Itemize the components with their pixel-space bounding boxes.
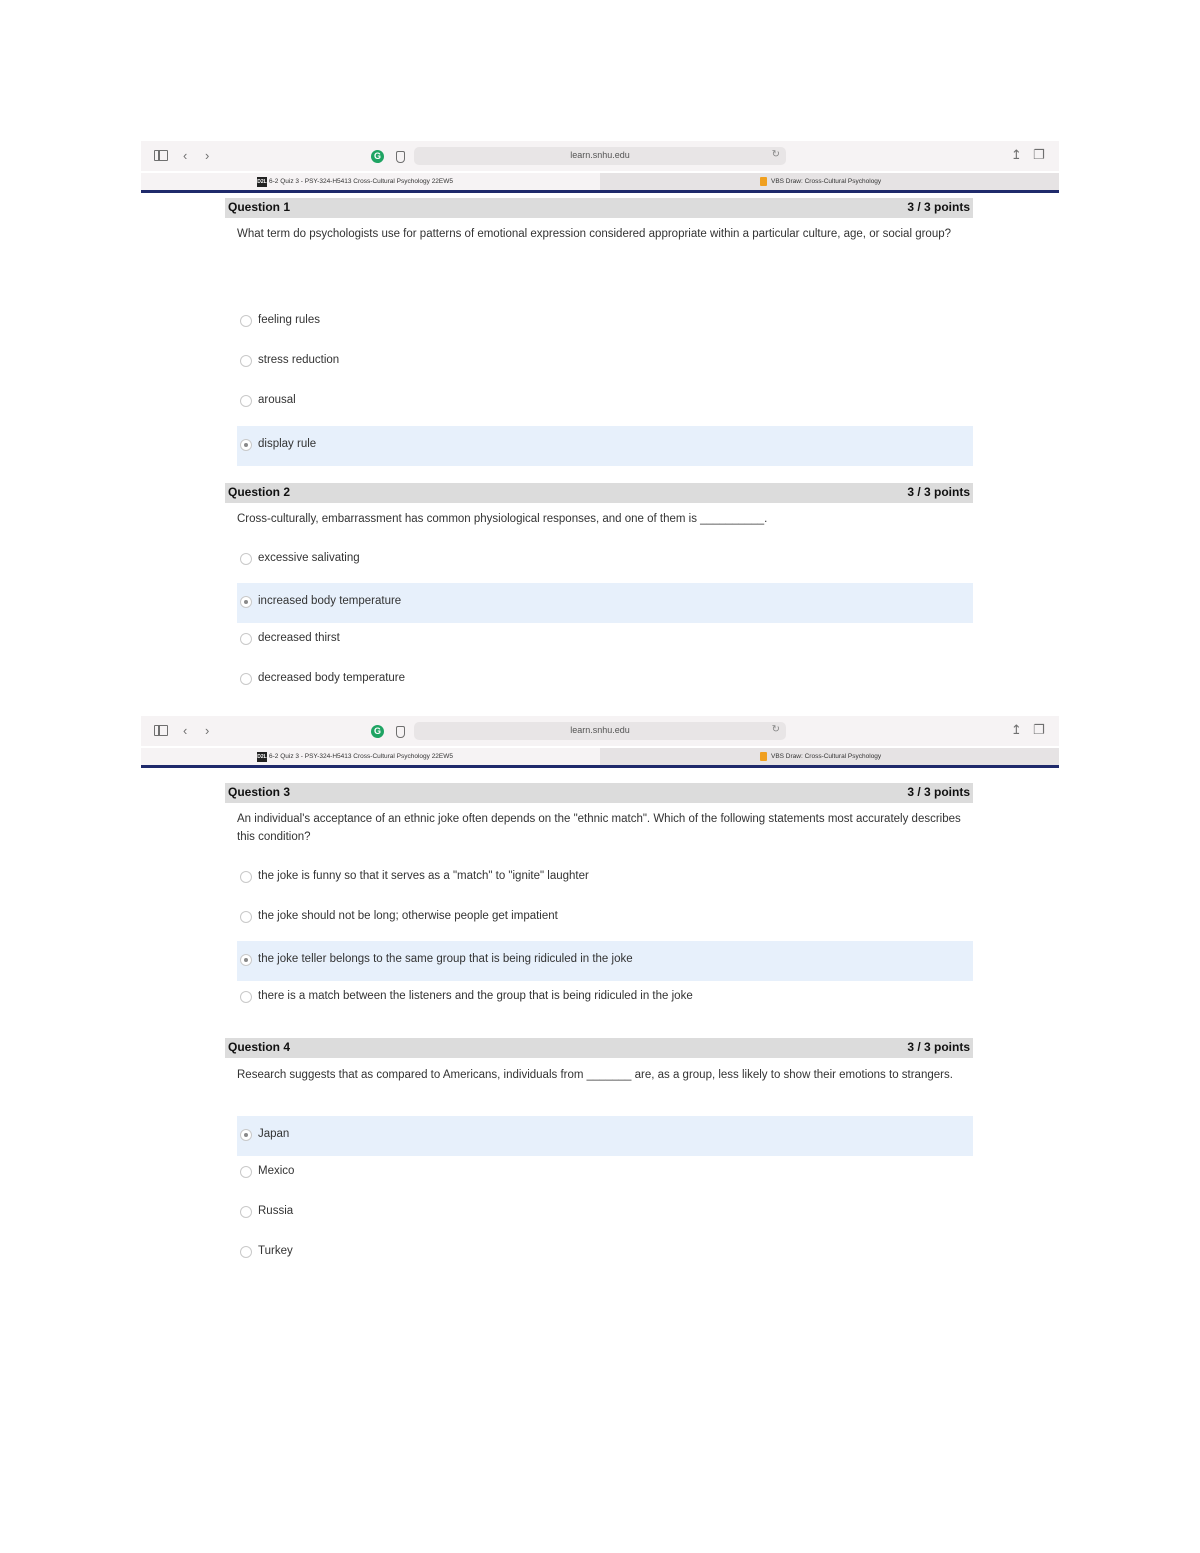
tab-1-title[interactable]: 6-2 Quiz 3 - PSY-324-H5413 Cross-Cultural Psychology 22EW5 [269, 753, 454, 760]
grammarly-icon[interactable]: G [371, 725, 384, 738]
answer-option[interactable] [237, 342, 973, 382]
radio-button[interactable] [240, 553, 252, 565]
answer-option[interactable] [237, 1193, 973, 1233]
sidebar-icon[interactable] [154, 725, 168, 736]
radio-button[interactable] [240, 871, 252, 883]
url-text: learn.snhu.edu [570, 725, 630, 735]
radio-button[interactable] [240, 633, 252, 645]
answer-label: the joke teller belongs to the same group that is being ridiculed in the joke [258, 953, 633, 965]
answer-option[interactable] [237, 540, 973, 580]
question-header [225, 1038, 973, 1058]
answer-label: the joke is funny so that it serves as a "match" to "ignite" laughter [258, 870, 589, 882]
answer-option[interactable] [237, 858, 973, 898]
tabs-icon[interactable]: ❐ [1033, 722, 1045, 737]
back-icon[interactable]: ‹ [183, 148, 188, 163]
radio-button[interactable] [240, 395, 252, 407]
tab-2-title[interactable]: VBS Draw: Cross-Cultural Psychology [771, 753, 882, 760]
question-points: 3 / 3 points [907, 200, 970, 214]
answer-label: Japan [258, 1128, 290, 1140]
answer-option[interactable] [237, 898, 973, 938]
shield-icon[interactable] [396, 726, 405, 738]
d2l-favicon-icon: D2L [257, 179, 267, 185]
question-title: Question 1 [228, 200, 291, 214]
answer-option-selected[interactable] [237, 941, 973, 981]
lock-favicon-icon [760, 752, 767, 761]
sidebar-icon[interactable] [154, 150, 168, 161]
back-icon[interactable]: ‹ [183, 723, 188, 738]
question-points: 3 / 3 points [907, 785, 970, 799]
answer-option[interactable] [237, 660, 973, 700]
address-bar[interactable] [414, 147, 786, 165]
tabs-icon[interactable]: ❐ [1033, 147, 1045, 162]
radio-button-selected[interactable] [240, 596, 252, 608]
shield-icon[interactable] [396, 151, 405, 163]
question-text: An individual's acceptance of an ethnic joke often depends on the "ethnic match". Which of the following statements most accurately describes this condition? [237, 813, 961, 843]
answer-label: feeling rules [258, 314, 321, 326]
lock-favicon-icon [760, 177, 767, 186]
answer-option-selected[interactable] [237, 1116, 973, 1156]
answer-option-selected[interactable] [237, 583, 973, 623]
answer-label: excessive salivating [258, 552, 360, 564]
answer-label: display rule [258, 438, 317, 450]
question-text: Research suggests that as compared to Americans, individuals from _______ are, as a group, less likely to show their emotions to strangers. [237, 1069, 953, 1081]
share-icon[interactable]: ↥ [1011, 147, 1022, 162]
question-header [225, 483, 973, 503]
d2l-favicon-icon: D2L [257, 754, 267, 760]
question-text: Cross-culturally, embarrassment has common physiological responses, and one of them is __________. [237, 513, 768, 525]
reload-icon[interactable]: ↻ [771, 724, 780, 735]
radio-button[interactable] [240, 1166, 252, 1178]
question-title: Question 2 [228, 485, 291, 499]
answer-option-selected[interactable] [237, 426, 973, 466]
radio-button-selected[interactable] [240, 954, 252, 966]
reload-icon[interactable]: ↻ [771, 149, 780, 160]
radio-button[interactable] [240, 673, 252, 685]
radio-button[interactable] [240, 355, 252, 367]
address-bar[interactable] [414, 722, 786, 740]
question-text: What term do psychologists use for patterns of emotional expression considered appropriate within a particular culture, age, or social group? [237, 228, 952, 240]
radio-button[interactable] [240, 991, 252, 1003]
answer-label: decreased body temperature [258, 672, 406, 684]
answer-label: there is a match between the listeners and the group that is being ridiculed in the joke [258, 990, 693, 1002]
question-title: Question 3 [228, 785, 291, 799]
chrome-divider [141, 765, 1059, 768]
forward-icon[interactable]: › [205, 723, 210, 738]
question-header [225, 198, 973, 218]
answer-option[interactable] [237, 1233, 973, 1273]
answer-label: the joke should not be long; otherwise people get impatient [258, 910, 558, 922]
radio-button[interactable] [240, 1206, 252, 1218]
chrome-divider [141, 190, 1059, 193]
share-icon[interactable]: ↥ [1011, 722, 1022, 737]
radio-button-selected[interactable] [240, 439, 252, 451]
answer-option[interactable] [237, 302, 973, 342]
answer-option[interactable] [237, 1153, 973, 1193]
answer-label: Russia [258, 1205, 294, 1217]
question-title: Question 4 [228, 1040, 291, 1054]
radio-button[interactable] [240, 911, 252, 923]
question-points: 3 / 3 points [907, 1040, 970, 1054]
tab-1-title[interactable]: 6-2 Quiz 3 - PSY-324-H5413 Cross-Cultural Psychology 22EW5 [269, 178, 454, 185]
radio-button[interactable] [240, 315, 252, 327]
forward-icon[interactable]: › [205, 148, 210, 163]
answer-label: Mexico [258, 1165, 295, 1177]
radio-button-selected[interactable] [240, 1129, 252, 1141]
answer-label: decreased thirst [258, 632, 340, 644]
answer-label: Turkey [258, 1245, 293, 1257]
radio-button[interactable] [240, 1246, 252, 1258]
url-text: learn.snhu.edu [570, 150, 630, 160]
answer-option[interactable] [237, 978, 973, 1018]
answer-option[interactable] [237, 620, 973, 660]
question-header [225, 783, 973, 803]
tab-2-title[interactable]: VBS Draw: Cross-Cultural Psychology [771, 178, 882, 185]
answer-label: stress reduction [258, 354, 340, 366]
answer-label: arousal [258, 394, 296, 406]
answer-label: increased body temperature [258, 595, 402, 607]
grammarly-icon[interactable]: G [371, 150, 384, 163]
question-points: 3 / 3 points [907, 485, 970, 499]
answer-option[interactable] [237, 382, 973, 422]
